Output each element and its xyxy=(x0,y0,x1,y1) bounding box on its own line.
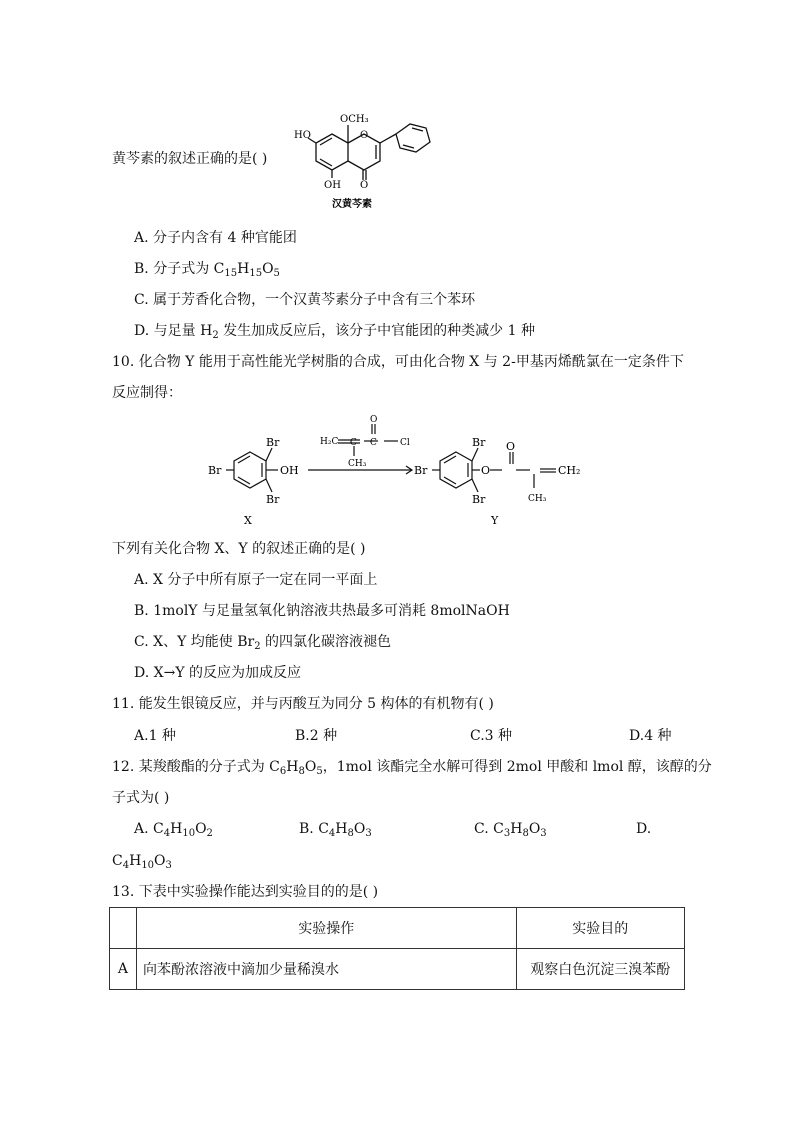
q10-option-b: B. 1molY 与足量氢氧化钠溶液共热最多可消耗 8molNaOH xyxy=(134,603,510,619)
q9-option-a: A. 分子内含有 4 种官能团 xyxy=(134,230,297,246)
y-ch3: CH₃ xyxy=(528,494,547,504)
y-br-top: Br xyxy=(472,436,486,449)
q10-option-d: D. X→Y 的反应为加成反应 xyxy=(134,665,302,681)
reagent-o: O xyxy=(370,415,378,425)
table-header-cell: 实验目的 xyxy=(516,908,684,949)
q9-stem: 黄芩素的叙述正确的是( ) xyxy=(112,151,268,167)
reagent-c1: C xyxy=(350,438,357,448)
q11-option-d: D.4 种 xyxy=(629,728,672,744)
x-br-left: Br xyxy=(208,464,222,477)
y-o-keto: O xyxy=(506,440,516,453)
table-cell: 向苯酚浓溶液中滴加少量稀溴水 xyxy=(136,949,516,990)
x-oh: OH xyxy=(280,464,299,477)
q10-reaction-diagram xyxy=(200,412,600,530)
q12-line2: 子式为( ) xyxy=(112,790,170,806)
q10-line1: 10. 化合物 Y 能用于高性能光学树脂的合成，可由化合物 X 与 2-甲基丙烯酰氯在一定条件下 xyxy=(112,354,684,370)
q13-experiment-table xyxy=(109,907,685,990)
q9-ring-o-label: O xyxy=(360,130,369,141)
q9-option-d: D. 与足量 $H_2$ 发生加成反应后，该分子中官能团的种类减少 1 种 xyxy=(134,323,535,341)
q10-stem: 下列有关化合物 X、Y 的叙述正确的是( ) xyxy=(112,541,366,557)
table-header-cell: 实验操作 xyxy=(136,908,516,949)
y-o-ester: O xyxy=(481,464,491,477)
q12-option-d-formula: $C_4H_{10}O_3$ xyxy=(112,853,172,871)
table-row xyxy=(110,949,685,990)
q11-option-a: A.1 种 xyxy=(134,728,176,744)
q10-line2: 反应制得： xyxy=(112,385,182,401)
table-cell: A xyxy=(110,949,137,990)
reagent-c2: C xyxy=(370,438,377,448)
q10-option-a: A. X 分子中所有原子一定在同一平面上 xyxy=(134,572,378,588)
q12-option-d-label: D. xyxy=(636,821,652,837)
q9-och3-label: OCH₃ xyxy=(340,114,369,125)
q9-option-c: C. 属于芳香化合物，一个汉黄芩素分子中含有三个苯环 xyxy=(134,292,476,308)
q9-oh-label: OH xyxy=(324,180,341,191)
q12-stem: 12. 某羧酸酯的分子式为 $C_6H_8O_5$，1mol 该酯完全水解可得到 2mol 甲酸和 lmol 醇，该醇的分 xyxy=(112,759,712,777)
table-header-row xyxy=(110,908,685,949)
y-ch2: CH₂ xyxy=(558,464,581,477)
q12-option-c: C. $C_3H_8O_3$ xyxy=(474,821,547,839)
q10-option-c: C. X、Y 均能使 $Br_2$ 的四氯化碳溶液褪色 xyxy=(134,634,392,652)
q9-ho-label: HO xyxy=(294,130,311,141)
reagent-h2c: H₂C xyxy=(320,437,339,447)
q9-molecule-diagram xyxy=(290,108,440,212)
table-header-cell xyxy=(110,908,137,949)
reagent-ch3: CH₃ xyxy=(348,459,367,469)
x-br-top: Br xyxy=(266,436,280,449)
x-br-bottom: Br xyxy=(266,493,280,506)
q12-option-b: B. $C_4H_8O_3$ xyxy=(299,821,372,839)
y-label: Y xyxy=(491,514,499,527)
reagent-cl: Cl xyxy=(400,438,410,448)
y-br-bottom: Br xyxy=(472,493,486,506)
q13-stem: 13. 下表中实验操作能达到实验目的的是( ) xyxy=(112,884,379,900)
q12-option-a: A. $C_4H_{10}O_2$ xyxy=(134,821,213,839)
q9-option-b: B. 分子式为 $C_{15}H_{15}O_5$ xyxy=(134,261,280,279)
q11-option-b: B.2 种 xyxy=(295,728,338,744)
q11-option-c: C.3 种 xyxy=(470,728,513,744)
q9-keto-o-label: O xyxy=(360,180,369,191)
q11-stem: 11. 能发生银镜反应，并与丙酸互为同分 5 构体的有机物有( ) xyxy=(112,696,494,712)
table-cell: 观察白色沉淀三溴苯酚 xyxy=(516,949,684,990)
x-label: X xyxy=(244,514,252,527)
q9-molecule-caption: 汉黄芩素 xyxy=(332,199,372,210)
y-br-left: Br xyxy=(414,464,428,477)
